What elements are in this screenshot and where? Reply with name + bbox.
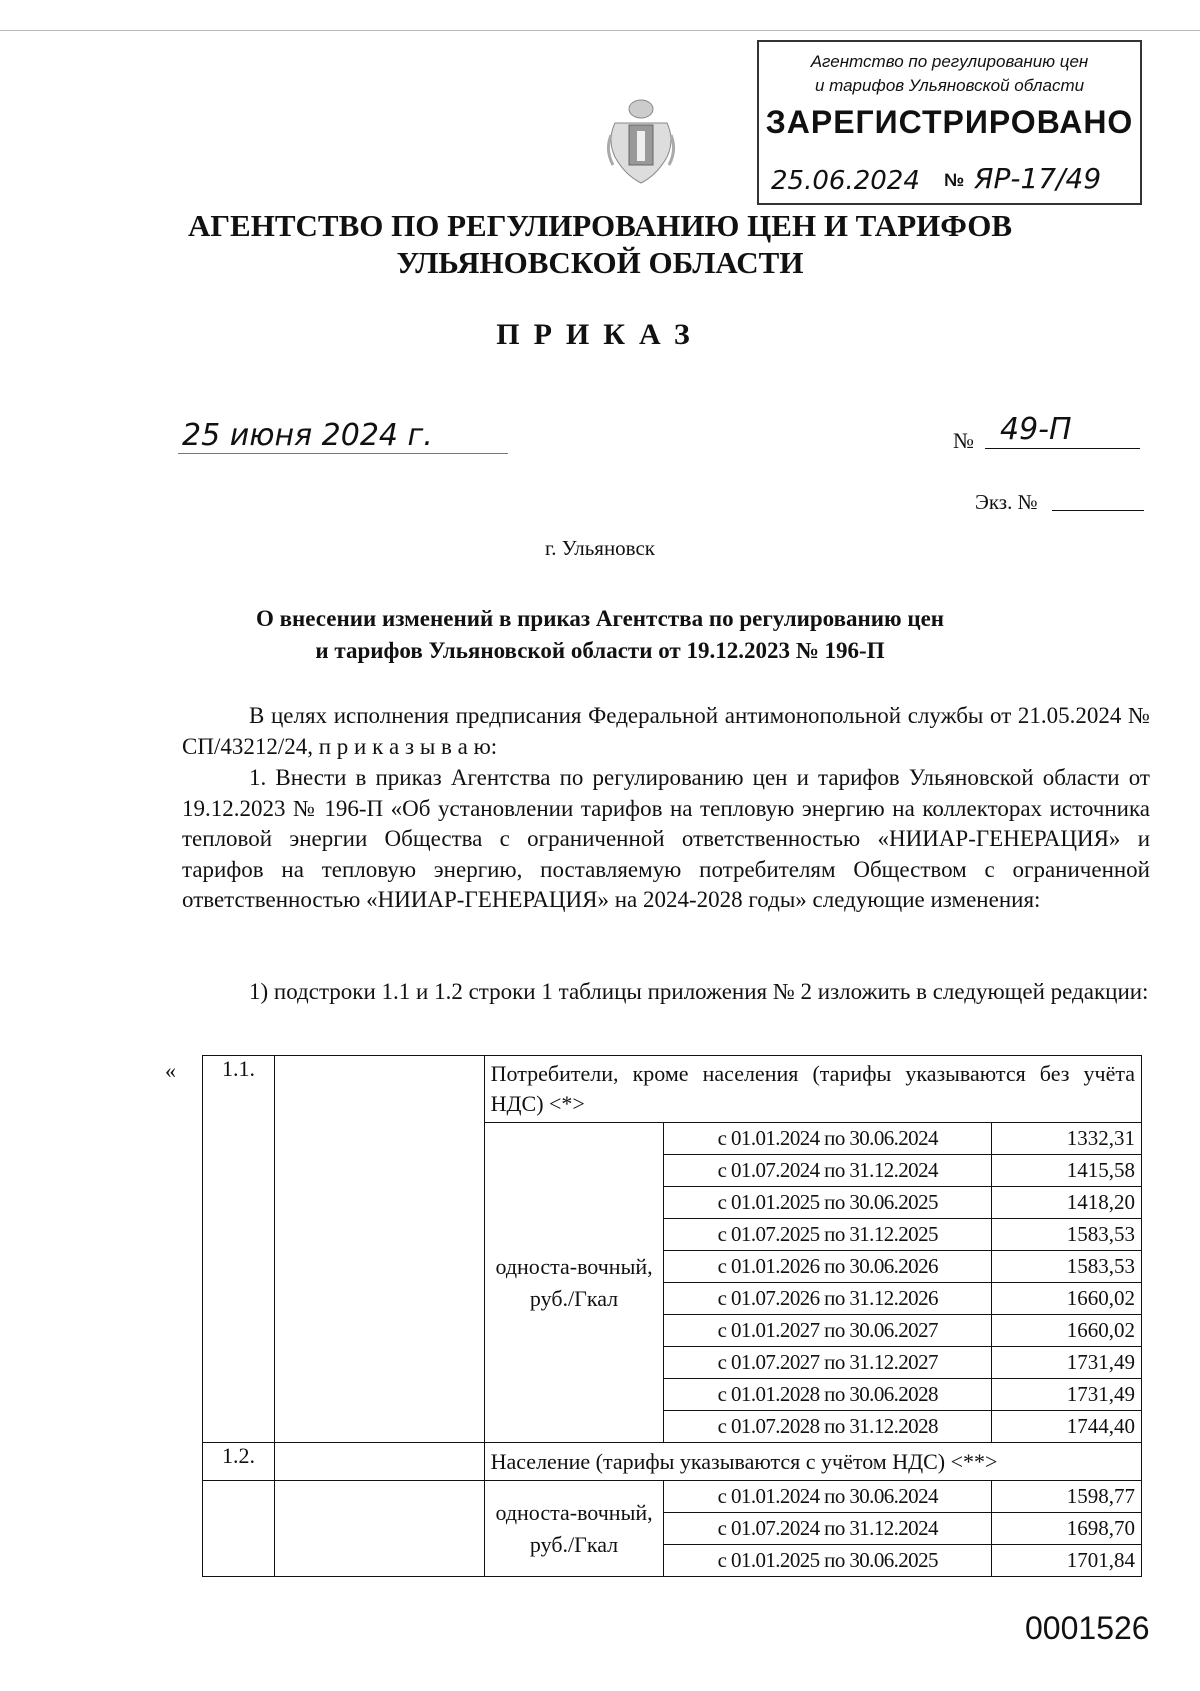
- order-number-handwritten: 49-П: [1000, 412, 1072, 447]
- copy-number-blank: [1052, 510, 1144, 511]
- stamp-line1: Агентство по регулированию цен: [810, 52, 1089, 71]
- unit-cell: односта-вочный, руб./Гкал: [484, 1123, 664, 1443]
- period-cell: с 01.01.2028 по 30.06.2028: [664, 1379, 992, 1411]
- value-cell: 1744,40: [992, 1411, 1142, 1443]
- order-date-handwritten: 25 июня 2024 г.: [182, 418, 433, 453]
- value-cell: 1332,31: [992, 1123, 1142, 1155]
- empty-cell: [274, 1481, 484, 1577]
- tariffs-table: [202, 1055, 1142, 1577]
- unit-cell: односта-вочный, руб./Гкал: [484, 1481, 664, 1577]
- agency-name-line1: АГЕНТСТВО ПО РЕГУЛИРОВАНИЮ ЦЕН И ТАРИФОВ: [187, 208, 1013, 243]
- registration-stamp: [757, 40, 1142, 205]
- stamp-date: 25.06.2024: [771, 166, 920, 196]
- table-row: [203, 1056, 1142, 1123]
- value-cell: 1731,49: [992, 1379, 1142, 1411]
- value-cell: 1415,58: [992, 1155, 1142, 1187]
- city: г. Ульяновск: [544, 536, 655, 560]
- document-type: ПРИКАЗ: [496, 318, 704, 351]
- value-cell: 1701,84: [992, 1545, 1142, 1577]
- copy-number-label: Экз. №: [975, 490, 1038, 514]
- value-cell: 1731,49: [992, 1347, 1142, 1379]
- serial-number: 0001526: [1025, 1610, 1150, 1646]
- row-number: 1.2.: [203, 1443, 275, 1481]
- empty-cell: [274, 1056, 484, 1443]
- value-cell: 1598,77: [992, 1481, 1142, 1513]
- empty-cell: [274, 1443, 484, 1481]
- paragraph-preamble: В целях исполнения предписания Федеральной антимонопольной службы от 21.05.2024 № СП/43212/24, п р и к а з ы в а ю:: [182, 703, 1150, 759]
- period-cell: с 01.07.2024 по 31.12.2024: [664, 1155, 992, 1187]
- group-header: Население (тарифы указываются с учётом НДС) <**>: [484, 1443, 1141, 1481]
- order-title-line2: и тарифов Ульяновской области от 19.12.2023 № 196-П: [315, 638, 885, 663]
- scan-edge-line: [0, 30, 1200, 31]
- period-cell: с 01.07.2027 по 31.12.2027: [664, 1347, 992, 1379]
- value-cell: 1698,70: [992, 1513, 1142, 1545]
- period-cell: с 01.01.2024 по 30.06.2024: [664, 1123, 992, 1155]
- open-quote: «: [165, 1058, 176, 1083]
- agency-name-line2: УЛЬЯНОВСКОЙ ОБЛАСТИ: [396, 245, 804, 280]
- date-underline: [178, 453, 508, 454]
- stamp-no-label: №: [944, 170, 965, 190]
- period-cell: с 01.07.2025 по 31.12.2025: [664, 1219, 992, 1251]
- value-cell: 1418,20: [992, 1187, 1142, 1219]
- period-cell: с 01.01.2024 по 30.06.2024: [664, 1481, 992, 1513]
- order-title-line1: О внесении изменений в приказ Агентства по регулированию цен: [255, 606, 945, 631]
- period-cell: с 01.07.2024 по 31.12.2024: [664, 1513, 992, 1545]
- table-row: [203, 1443, 1142, 1481]
- value-cell: 1660,02: [992, 1315, 1142, 1347]
- period-cell: с 01.01.2026 по 30.06.2026: [664, 1251, 992, 1283]
- row-number: 1.1.: [203, 1056, 275, 1443]
- period-cell: с 01.07.2028 по 31.12.2028: [664, 1411, 992, 1443]
- paragraph-item-1: 1. Внести в приказ Агентства по регулированию цен и тарифов Ульяновской области от 19.12.2023 № 196-П «Об установлении тарифов на тепловую энергию на коллекторах источника тепловой энергии Общества с ограниченной ответственностью «НИИАР-ГЕНЕРАЦИЯ» и тарифов на тепловую энергию, поставляемую потребителям Обществом с ограниченной ответственностью «НИИАР-ГЕНЕРАЦИЯ» на 2024-2028 годы» следующие изменения:: [182, 765, 1150, 912]
- coat-of-arms-icon: [605, 95, 677, 187]
- value-cell: 1660,02: [992, 1283, 1142, 1315]
- value-cell: 1583,53: [992, 1251, 1142, 1283]
- value-cell: 1583,53: [992, 1219, 1142, 1251]
- order-no-label: №: [953, 428, 974, 453]
- number-underline: [985, 448, 1140, 449]
- stamp-number: ЯР-17/49: [974, 162, 1102, 195]
- period-cell: с 01.01.2025 по 30.06.2025: [664, 1187, 992, 1219]
- period-cell: с 01.01.2025 по 30.06.2025: [664, 1545, 992, 1577]
- table-row: [203, 1481, 1142, 1513]
- paragraph-subitem-1: 1) подстроки 1.1 и 1.2 строки 1 таблицы приложения № 2 изложить в следующей редакции:: [249, 979, 1149, 1004]
- period-cell: с 01.01.2027 по 30.06.2027: [664, 1315, 992, 1347]
- empty-cell: [203, 1481, 275, 1577]
- stamp-status: ЗАРЕГИСТРИРОВАНО: [765, 104, 1134, 140]
- stamp-line2: и тарифов Ульяновской области: [814, 76, 1085, 95]
- group-header: Потребители, кроме населения (тарифы указываются без учёта НДС) <*>: [484, 1056, 1141, 1123]
- period-cell: с 01.07.2026 по 31.12.2026: [664, 1283, 992, 1315]
